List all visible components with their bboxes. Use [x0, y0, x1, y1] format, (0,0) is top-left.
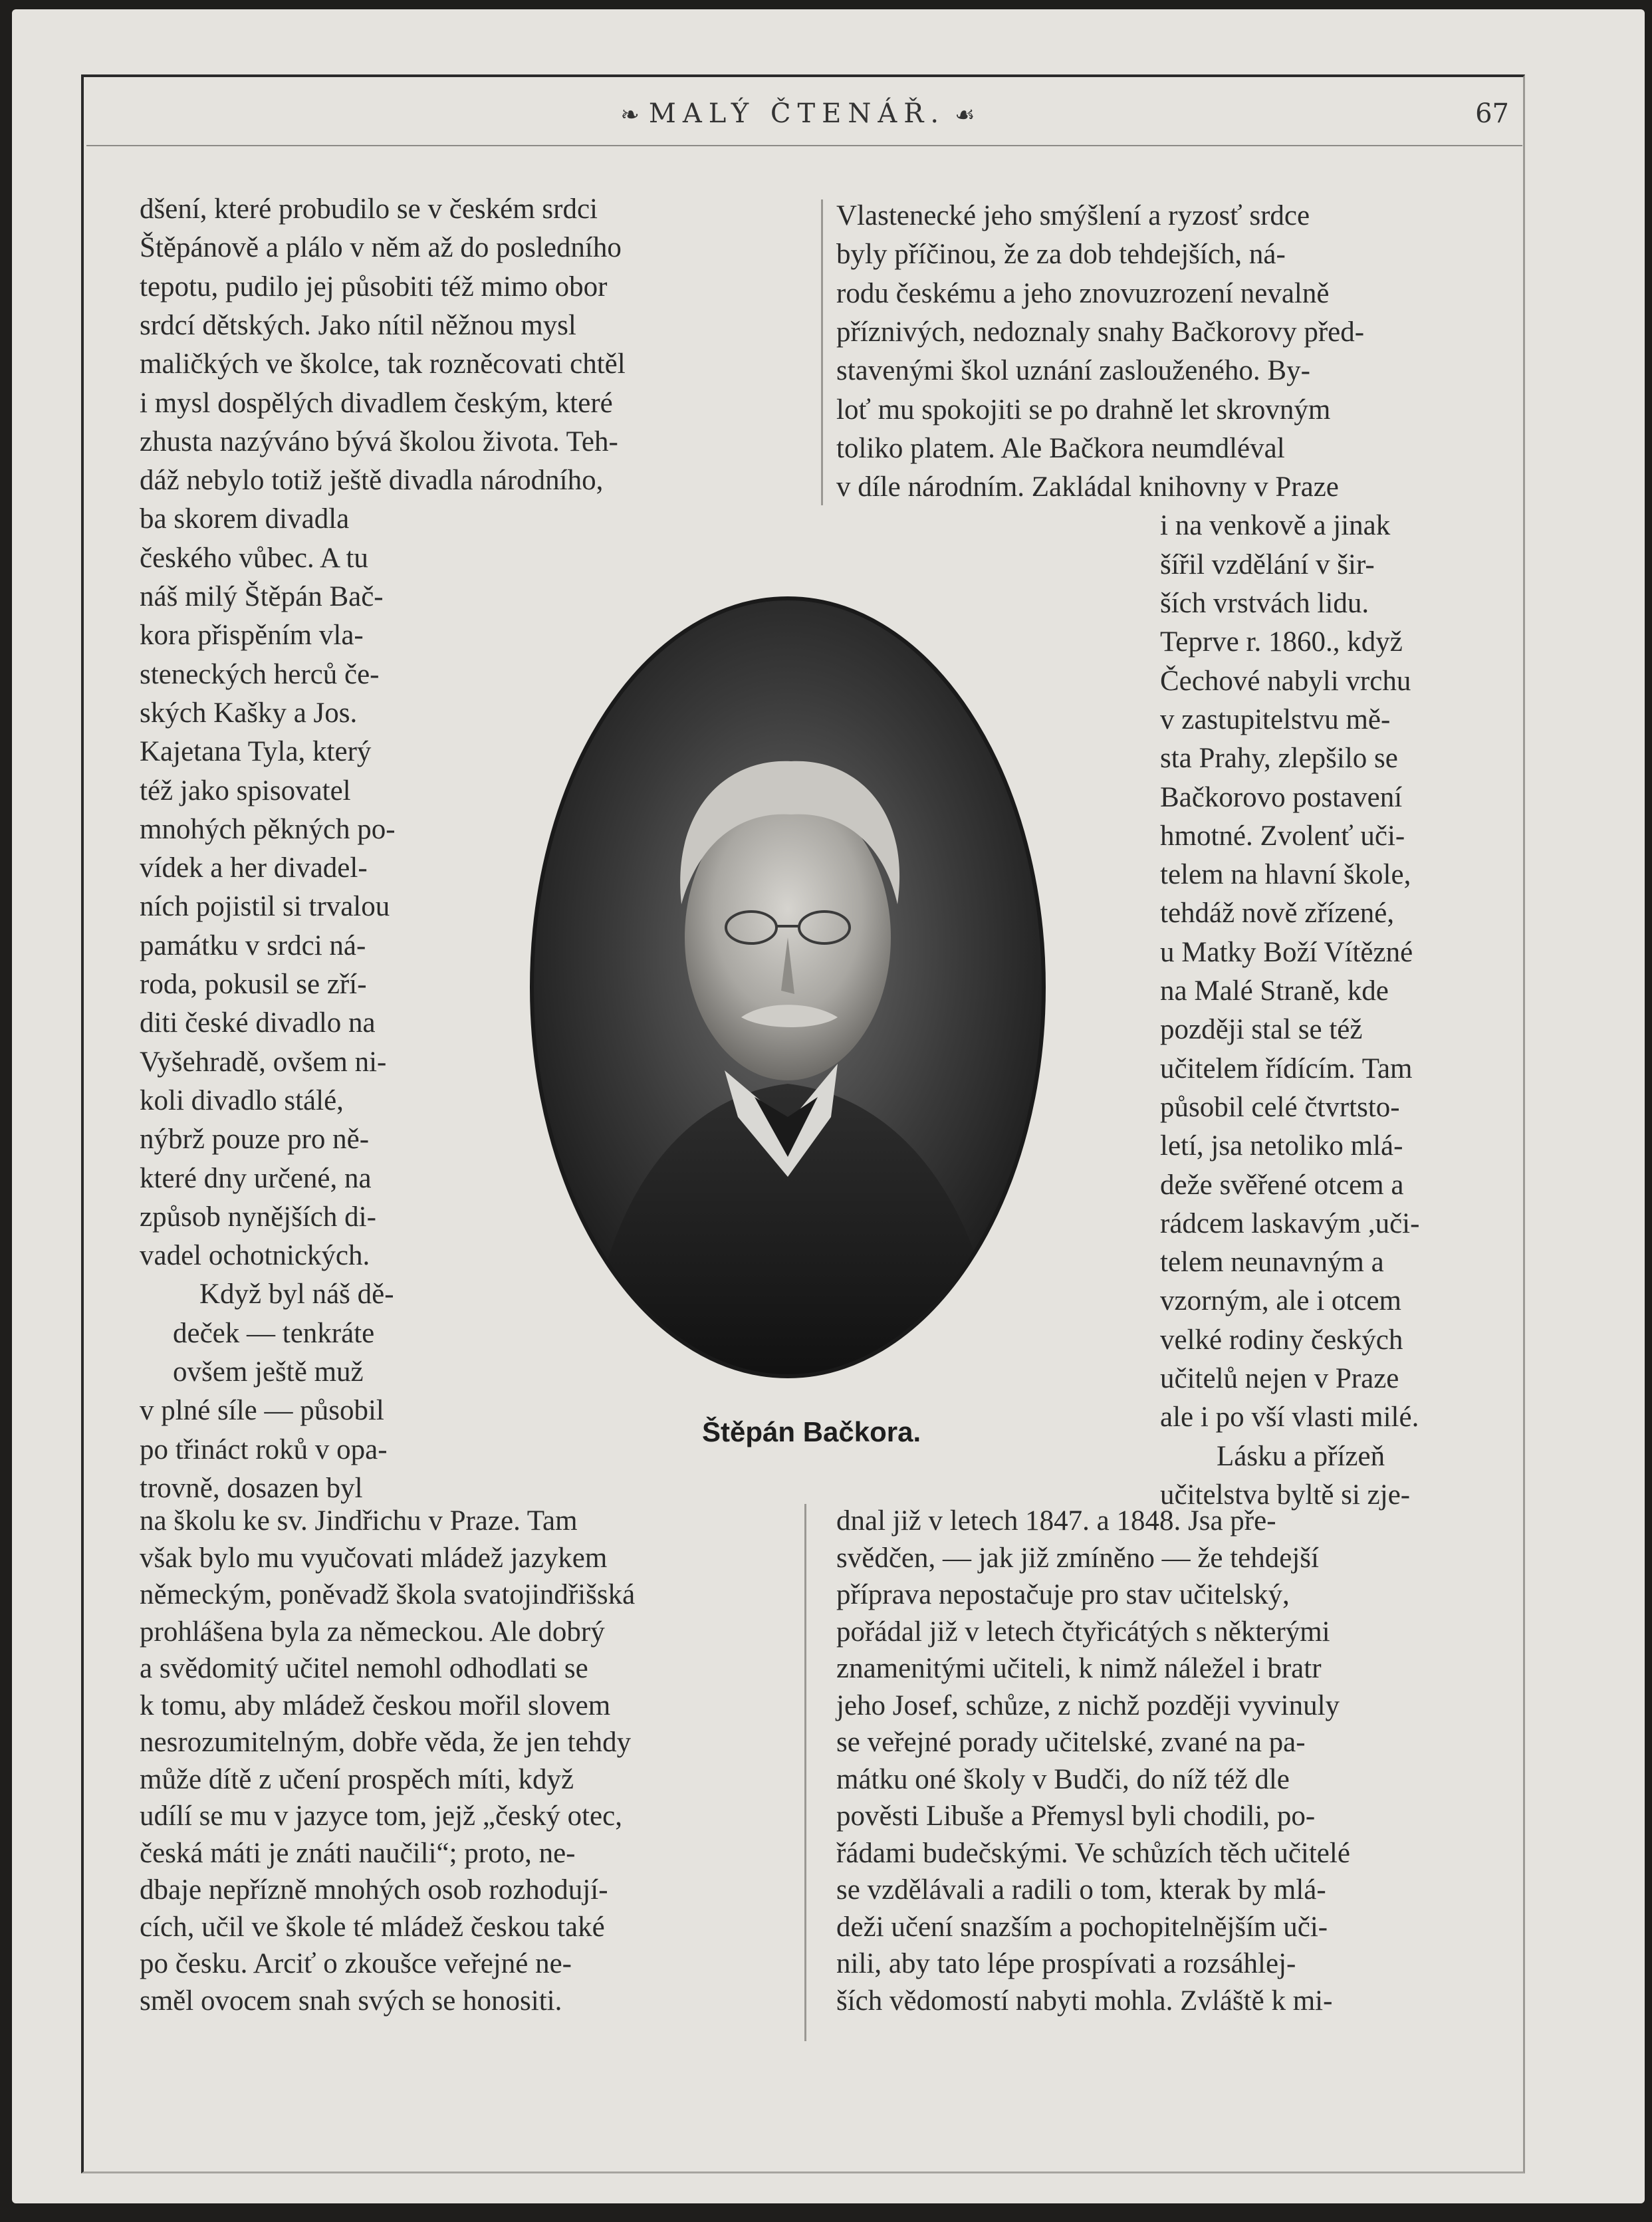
left-column-line: i mysl dospělých divadlem českým, které	[140, 387, 613, 419]
right-column-line: rodu českému a jeho znovuzrození nevalně	[836, 277, 1330, 309]
right-column-line: ších vrstvách lidu.	[1160, 588, 1369, 619]
left-column-line: ba skorem divadla	[140, 503, 350, 535]
left-column-line: nesrozumitelným, dobře věda, že jen tehdy	[140, 1727, 632, 1758]
right-column-line: loť mu spokojiti se po drahně let skrovným	[836, 394, 1331, 426]
left-column-line: památku v srdci ná-	[140, 929, 366, 961]
right-column-line: i na venkově a jinak	[1160, 510, 1391, 542]
column-divider-top	[821, 199, 823, 505]
left-column-line: též jako spisovatel	[140, 775, 351, 806]
right-column-line: svědčen, — jak již zmíněno — že tehdejší	[836, 1542, 1319, 1574]
left-column-line: směl ovocem snah svých se honositi.	[140, 1985, 562, 2017]
right-column-line: se vzdělávali a radili o tom, kterak by mlá-	[836, 1874, 1326, 1906]
page-number: 67	[1475, 98, 1509, 129]
column-divider-bottom	[804, 1504, 806, 2041]
left-column-line: Štěpánově a plálo v něm až do posledního	[140, 232, 622, 264]
left-column-line: na školu ke sv. Jindřichu v Praze. Tam	[140, 1505, 578, 1537]
right-column-line: na Malé Straně, kde	[1160, 975, 1389, 1007]
right-column-line: se veřejné porady učitelské, zvané na pa-	[836, 1727, 1306, 1758]
left-column-line: Kajetana Tyla, který	[140, 736, 372, 768]
left-column-line: cích, učil ve škole té mládež českou také	[140, 1911, 605, 1943]
left-column-line: způsob nynějších di-	[140, 1201, 376, 1233]
left-column-line: dbaje nepřízně mnohých osob rozhodují-	[140, 1874, 608, 1906]
right-column-line: učitelem řídícím. Tam	[1160, 1052, 1413, 1084]
left-column-line: mnohých pěkných po-	[140, 813, 396, 845]
left-column-line: které dny určené, na	[140, 1162, 372, 1194]
right-column-line: pověsti Libuše a Přemysl byli chodili, po-	[836, 1800, 1316, 1832]
left-column-line: diti české divadlo na	[140, 1007, 376, 1039]
right-column-line: pořádal již v letech čtyřicátých s některými	[836, 1616, 1330, 1648]
left-column-line: ních pojistil si trvalou	[140, 891, 390, 923]
left-column-line: deček — tenkráte	[173, 1317, 375, 1349]
right-column-line: u Matky Boží Vítězné	[1160, 936, 1413, 968]
portrait-caption: Štěpán Bačkora.	[702, 1416, 921, 1447]
journal-title	[73, 98, 1522, 129]
journal-title-text: MALÝ ČTENÁŘ.	[648, 98, 946, 129]
left-column-line: k tomu, aby mládež českou mořil slovem	[140, 1689, 611, 1721]
right-column-line: příznivých, nedoznaly snahy Bačkorovy před-	[836, 316, 1365, 348]
right-column-line: sta Prahy, zlepšilo se	[1160, 743, 1398, 775]
left-column-line: německým, poněvadž škola svatojindřišská	[140, 1579, 636, 1610]
right-column-line: Čechové nabyli vrchu	[1160, 665, 1411, 697]
right-column-line: telem neunavným a	[1160, 1247, 1384, 1279]
left-column-line: může dítě z učení prospěch míti, když	[140, 1763, 574, 1795]
right-column-line: velké rodiny českých	[1160, 1324, 1403, 1356]
left-column-line: trovně, dosazen byl	[140, 1472, 363, 1504]
right-column-line: v díle národním. Zakládal knihovny v Praze	[836, 471, 1339, 503]
right-column-line: stavenými škol uznání zaslouženého. By-	[836, 355, 1310, 387]
left-column-line: maličkých ve školce, tak rozněcovati chtěl	[140, 348, 626, 380]
ornament-right-icon: ☙	[955, 102, 975, 128]
right-column-line: tehdáž nově zřízené,	[1160, 898, 1395, 929]
left-column-line: ovšem ještě muž	[173, 1356, 364, 1388]
left-column-line: česká máti je znáti naučili“; proto, ne-	[140, 1837, 576, 1869]
right-column-line: deži učení snazším a pochopitelnějším uči-	[836, 1911, 1328, 1943]
left-column-line: dšení, které probudilo se v českém srdci	[140, 193, 598, 225]
left-column-line: v plné síle — působil	[140, 1395, 384, 1427]
right-column-line: hmotné. Zvolenť uči-	[1160, 820, 1405, 852]
left-column-line: vídek a her divadel-	[140, 852, 368, 884]
right-column-line: příprava nepostačuje pro stav učitelský,	[836, 1579, 1290, 1610]
left-column-line: srdcí dětských. Jako nítil něžnou mysl	[140, 309, 576, 341]
right-column-line: učitelstva byltě si zje-	[1160, 1479, 1411, 1511]
left-column-line: steneckých herců če-	[140, 658, 380, 690]
right-column-line: deže svěřené otcem a	[1160, 1169, 1404, 1201]
right-column-line: ale i po vší vlasti milé.	[1160, 1402, 1419, 1433]
right-column-line: dnal již v letech 1847. a 1848. Jsa pře-	[836, 1505, 1276, 1537]
left-column-line: koli divadlo stálé,	[140, 1084, 344, 1116]
left-column-line: a svědomitý učitel nemohl odhodlati se	[140, 1653, 588, 1684]
right-column-line: Teprve r. 1860., když	[1160, 626, 1403, 658]
right-column-line: telem na hlavní škole,	[1160, 859, 1411, 891]
running-header	[73, 93, 1522, 146]
left-column-line: však bylo mu vyučovati mládež jazykem	[140, 1542, 608, 1574]
right-column-line: znamenitými učiteli, k nimž náležel i bratr	[836, 1653, 1322, 1684]
left-column-line: Vyšehradě, ovšem ni-	[140, 1046, 387, 1078]
left-column-line: po česku. Arciť o zkoušce veřejné ne-	[140, 1948, 572, 1979]
left-column-line: nýbrž pouze pro ně-	[140, 1124, 370, 1156]
right-column-line: v zastupitelstvu mě-	[1160, 703, 1391, 735]
right-column-line: ších vědomostí nabyti mohla. Zvláště k mi-	[836, 1985, 1333, 2017]
right-column-line: učitelů nejen v Praze	[1160, 1363, 1399, 1394]
left-column-line: prohlášena byla za německou. Ale dobrý	[140, 1616, 605, 1648]
header-rule	[86, 145, 1522, 146]
portrait-photo	[525, 592, 1050, 1383]
ornament-left-icon: ❧	[620, 102, 640, 128]
left-column-line: náš milý Štěpán Bač-	[140, 581, 384, 612]
right-column-line: letí, jsa netoliko mlá-	[1160, 1130, 1403, 1162]
right-column-line: Lásku a přízeň	[1217, 1440, 1385, 1472]
right-column-line: řádami budečskými. Ve schůzích těch učitelé	[836, 1837, 1350, 1869]
left-column-line: tepotu, pudilo jej působiti též mimo obor	[140, 271, 608, 303]
right-column-line: působil celé čtvrtsto-	[1160, 1091, 1400, 1123]
right-column-line: Vlastenecké jeho smýšlení a ryzosť srdce	[836, 200, 1310, 231]
right-column-line: toliko platem. Ale Bačkora neumdléval	[836, 432, 1285, 464]
left-column-line: dáž nebylo totiž ještě divadla národního,	[140, 465, 604, 497]
right-column-line: šířil vzdělání v šir-	[1160, 549, 1375, 580]
left-column-line: českého vůbec. A tu	[140, 542, 368, 574]
right-column-line: mátku oné školy v Budči, do níž též dle	[836, 1763, 1290, 1795]
right-column-line: rádcem laskavým ,uči-	[1160, 1207, 1420, 1239]
left-column-line: zhusta nazýváno bývá školou života. Teh-	[140, 426, 618, 457]
left-column-line: ských Kašky a Jos.	[140, 697, 358, 729]
left-column-line: Když byl náš dě-	[199, 1279, 394, 1310]
left-column-line: udílí se mu v jazyce tom, jejž „český otec,	[140, 1800, 622, 1832]
right-column-line: později stal se též	[1160, 1014, 1363, 1046]
left-column-line: roda, pokusil se zří-	[140, 969, 367, 1000]
right-column-line: Bačkorovo postavení	[1160, 781, 1403, 813]
right-column-line: vzorným, ale i otcem	[1160, 1285, 1401, 1317]
left-column-line: kora přispěním vla-	[140, 620, 364, 652]
right-column-line: jeho Josef, schůze, z nichž později vyvinuly	[836, 1689, 1340, 1721]
right-column-line: nili, aby tato lépe prospívati a rozsáhlej-	[836, 1948, 1296, 1979]
right-column-line: byly příčinou, že za dob tehdejších, ná-	[836, 239, 1286, 271]
left-column-line: vadel ochotnických.	[140, 1240, 370, 1272]
left-column-line: po třináct roků v opa-	[140, 1433, 388, 1465]
